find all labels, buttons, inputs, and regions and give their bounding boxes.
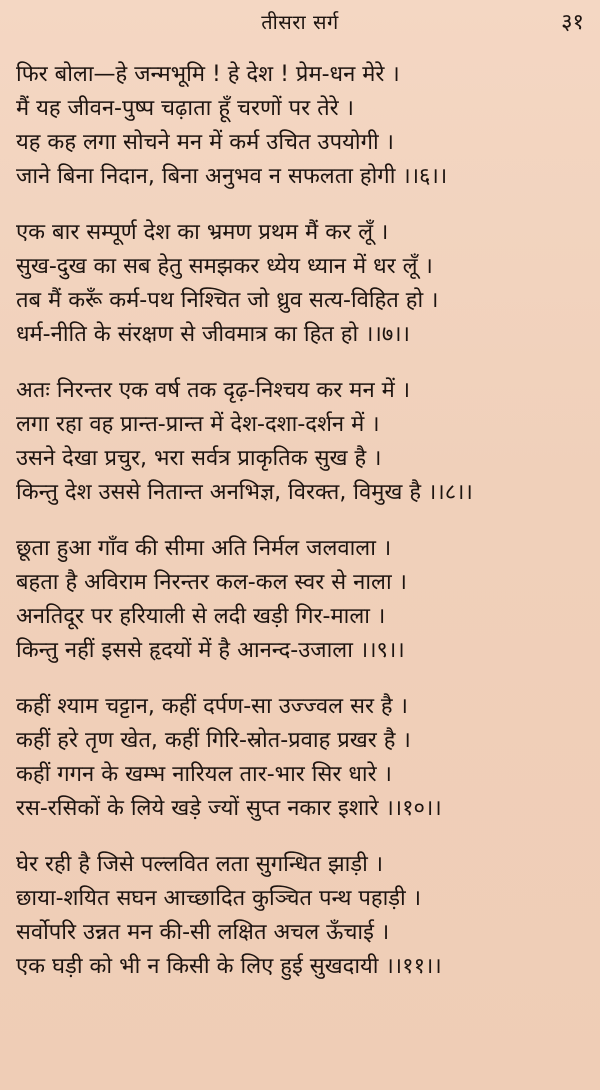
page-header [0,6,600,40]
verse-line: अनतिदूर पर हरियाली से लदी खड़ी गिर-माला । [16,604,386,629]
verse-line: फिर बोला—हे जन्मभूमि ! हे देश ! प्रेम-धन मेरे । [16,62,400,87]
stanza-9 [16,532,588,668]
verse-line: लगा रहा वह प्रान्त-प्रान्त में देश-दशा-दर्शन में । [16,412,380,437]
verse-line: किन्तु नहीं इससे हृदयों में है आनन्द-उजाला ।।९।। [16,638,405,663]
stanza-10 [16,690,588,826]
verse-line: बहता है अविराम निरन्तर कल-कल स्वर से नाला । [16,570,408,595]
verse-line: अतः निरन्तर एक वर्ष तक दृढ़-निश्चय कर मन में । [16,378,411,403]
verse-line: एक बार सम्पूर्ण देश का भ्रमण प्रथम मैं कर लूँ । [16,220,389,245]
verse-line: सर्वोपरि उन्नत मन की-सी लक्षित अचल ऊँचाई । [16,920,390,945]
verse-line: कहीं हरे तृण खेत, कहीं गिरि-स्रोत-प्रवाह प्रखर है । [16,728,411,753]
poem-body [16,58,588,1006]
verse-line: कहीं गगन के खम्भ नारियल तार-भार सिर धारे । [16,762,392,787]
verse-line: जाने बिना निदान, बिना अनुभव न सफलता होगी ।।६।। [16,164,448,189]
verse-line: यह कह लगा सोचने मन में कर्म उचित उपयोगी । [16,130,394,155]
stanza-7 [16,216,588,352]
verse-line: सुख-दुख का सब हेतु समझकर ध्येय ध्यान में धर लूँ । [16,254,433,279]
verse-line: छाया-शयित सघन आच्छादित कुञ्चित पन्थ पहाड़ी । [16,886,422,911]
verse-line: कहीं श्याम चट्टान, कहीं दर्पण-सा उज्ज्वल सर है । [16,694,408,719]
verse-line: तब मैं करूँ कर्म-पथ निश्चित जो ध्रुव सत्य-विहित हो । [16,288,439,313]
page-number: ३१ [561,10,584,35]
verse-line: उसने देखा प्रचुर, भरा सर्वत्र प्राकृतिक सुख है । [16,446,382,471]
verse-line: किन्तु देश उससे नितान्त अनभिज्ञ, विरक्त, विमुख है ।।८।। [16,480,473,505]
verse-line: छूता हुआ गाँव की सीमा अति निर्मल जलवाला । [16,536,392,561]
verse-line: एक घड़ी को भी न किसी के लिए हुई सुखदायी ।।११।। [16,954,442,979]
stanza-11 [16,848,588,984]
stanza-6 [16,58,588,194]
verse-line: मैं यह जीवन-पुष्प चढ़ाता हूँ चरणों पर तेरे । [16,96,354,121]
stanza-8 [16,374,588,510]
verse-line: धर्म-नीति के संरक्षण से जीवमात्र का हित हो ।।७।। [16,322,410,347]
chapter-title: तीसरा सर्ग [261,10,339,34]
verse-line: रस-रसिकों के लिये खड़े ज्यों सुप्त नकार इशारे ।।१०।। [16,796,442,821]
verse-line: घेर रही है जिसे पल्लवित लता सुगन्धित झाड़ी । [16,852,384,877]
